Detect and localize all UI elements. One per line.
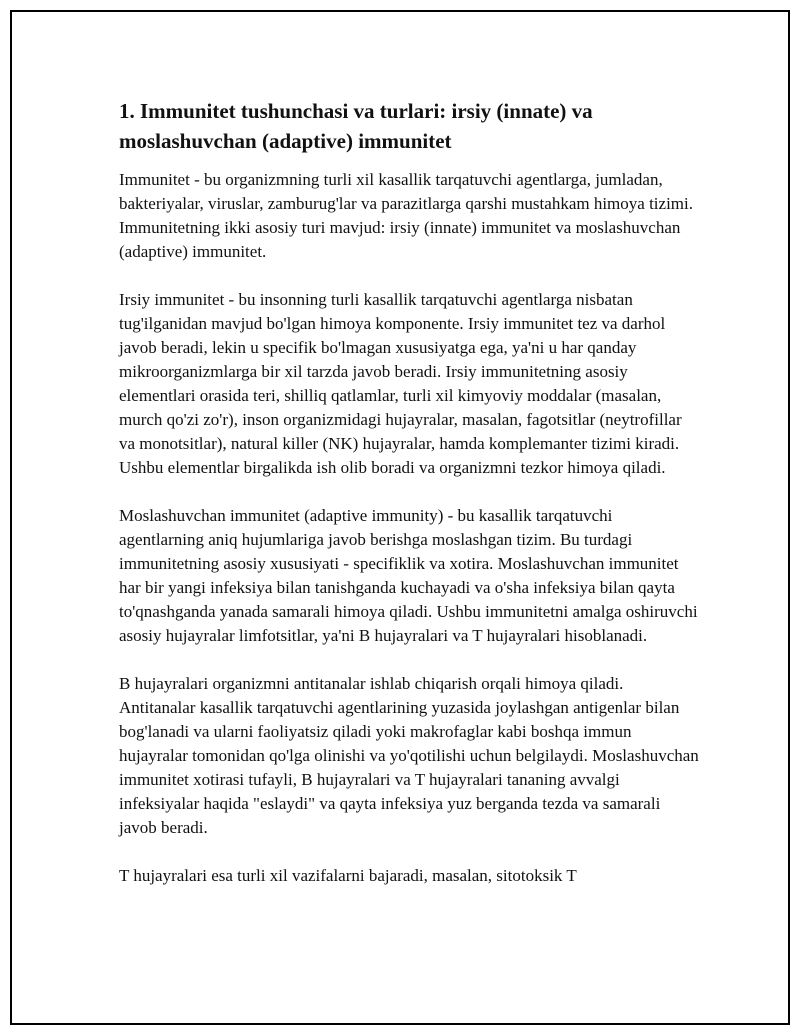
paragraph-innate-immunity: Irsiy immunitet - bu insonning turli kasallik tarqatuvchi agentlarga nisbatan tug'ilganidan mavjud bo'lgan himoya komponente. Irsiy immunitet tez va darhol javob beradi, lekin u specifik bo'lmagan xususiyatga ega, ya'ni u har qanday mikroorganizmlarga bir xil tarzda javob beradi. Irsiy immunitetning asosiy elementlari orasida teri, shilliq qatlamlar, turli xil kimyoviy moddalar (masalan, murch qo'zi zo'r), inson organizmidagi hujayralar, masalan, fagotsitlar (neytrofillar va monotsitlar), natural killer (NK) hujayralar, hamda komplemanter tizimi kiradi. Ushbu elementlar birgalikda ish olib boradi va organizmni tezkor himoya qiladi. [119,290,682,477]
paragraph-immunity-definition: Immunitet - bu organizmning turli xil kasallik tarqatuvchi agentlarga, jumladan, bakteriyalar, viruslar, zamburug'lar va parazitlarga qarshi mustahkam himoya tizimi. Immunitetning ikki asosiy turi mavjud: irsiy (innate) immunitet va moslashuvchan (adaptive) immunitet. [119,170,693,261]
document-body [119,96,699,912]
paragraph-t-cells: T hujayralari esa turli xil vazifalarni bajaradi, masalan, sitotoksik T [119,866,577,885]
paragraph-adaptive-immunity: Moslashuvchan immunitet (adaptive immunity) - bu kasallik tarqatuvchi agentlarning aniq hujumlariga javob berishga moslashgan tizim. Bu turdagi immunitetning asosiy xususiyati - specifiklik va xotira. Moslashuvchan immunitet har bir yangi infeksiya bilan tanishganda kuchayadi va o'sha infeksiya bilan qayta to'qnashganda yanada samarali himoya qiladi. Ushbu immunitetni amalga oshiruvchi asosiy hujayralar limfotsitlar, ya'ni B hujayralari va T hujayralari hisoblanadi. [119,506,698,645]
section-heading: 1. Immunitet tushunchasi va turlari: irsiy (innate) va moslashuvchan (adaptive) immunitet [119,99,593,153]
page-frame [10,10,790,1025]
paragraph-b-cells: B hujayralari organizmni antitanalar ishlab chiqarish orqali himoya qiladi. Antitanalar kasallik tarqatuvchi agentlarining yuzasida joylashgan antigenlar bilan bog'lanadi va ularni faoliyatsiz qiladi yoki makrofaglar kabi boshqa immun hujayralar tomonidan qo'lga olinishi va yo'qotilishi uchun belgilaydi. Moslashuvchan immunitet xotirasi tufayli, B hujayralari va T hujayralari tananing avvalgi infeksiyalar haqida "eslaydi" va qayta infeksiya yuz berganda tezda va samarali javob beradi. [119,674,699,837]
